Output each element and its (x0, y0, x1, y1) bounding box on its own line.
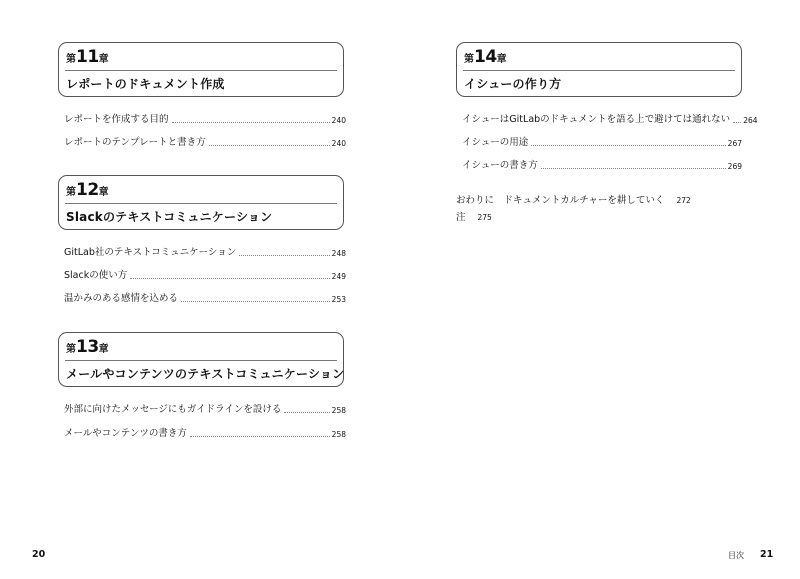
toc-entry-title: イシューの用途 (462, 137, 529, 148)
toc-entry-page: 264 (743, 116, 758, 125)
toc-entry-title: 注 (456, 212, 466, 223)
toc-entry-title: イシューはGitLabのドキュメントを語る上で避けては通れない (462, 114, 731, 125)
toc-entry-page: 272 (676, 196, 691, 205)
toc-entry[interactable] (64, 135, 346, 149)
toc-entry-page: 249 (331, 272, 346, 281)
chapter-divider (463, 70, 735, 71)
toc-entry[interactable] (64, 268, 346, 282)
toc-notes[interactable] (456, 212, 492, 224)
page-number-left: 20 (32, 549, 46, 560)
leader-dots (172, 122, 330, 123)
toc-entry-page: 269 (727, 162, 742, 171)
toc-entry[interactable] (462, 158, 742, 172)
toc-entry-title: GitLab社のテキストコミュニケーション (64, 247, 237, 258)
chapter-number-label: 第 11 章 (66, 47, 109, 67)
toc-entry[interactable] (64, 426, 346, 440)
chapter-title: レポートのドキュメント作成 (66, 77, 225, 91)
toc-entry[interactable] (64, 112, 346, 126)
toc-entry[interactable] (64, 402, 346, 416)
chapter-title: Slackのテキストコミュニケーション (66, 210, 273, 224)
chapter-number-label: 第 14 章 (464, 47, 507, 67)
toc-entry[interactable] (462, 112, 758, 126)
toc-entry-title: イシューの書き方 (462, 160, 538, 171)
chapter-12-header (58, 175, 344, 230)
leader-dots (130, 278, 329, 279)
leader-dots (209, 145, 330, 146)
toc-entry-title: レポートを作成する目的 (64, 114, 169, 125)
toc-entry-page: 253 (331, 295, 346, 304)
toc-entry-page: 258 (331, 406, 346, 415)
leader-dots (190, 436, 330, 437)
chapter-14-header (456, 42, 742, 97)
chapter-title: メールやコンテンツのテキストコミュニケーション (66, 367, 345, 381)
leader-dots (239, 255, 329, 256)
toc-entry-page: 275 (477, 213, 492, 222)
toc-entry-title: レポートのテンプレートと書き方 (64, 137, 206, 148)
leader-dots (531, 145, 725, 146)
toc-entry-title: 温かみのある感情を込める (64, 293, 179, 304)
chapter-divider (65, 360, 337, 361)
toc-afterword[interactable] (456, 195, 691, 207)
toc-entry-page: 258 (331, 430, 346, 439)
toc-entry-title: Slackの使い方 (64, 270, 128, 281)
running-head: 目次 (728, 551, 744, 560)
chapter-divider (65, 203, 337, 204)
toc-entry-title: おわりに ドキュメントカルチャーを耕していく (456, 195, 665, 206)
toc-entry[interactable] (64, 291, 346, 305)
page-number-right: 21 (760, 549, 774, 560)
chapter-number-label: 第 12 章 (66, 180, 109, 200)
leader-dots (181, 301, 330, 302)
toc-entry-page: 267 (727, 139, 742, 148)
chapter-13-header (58, 332, 344, 387)
toc-entry[interactable] (462, 135, 742, 149)
chapter-divider (65, 70, 337, 71)
chapter-11-header (58, 42, 344, 97)
leader-dots (541, 168, 726, 169)
chapter-number-label: 第 13 章 (66, 337, 109, 357)
chapter-title: イシューの作り方 (464, 77, 562, 91)
toc-entry-page: 248 (331, 249, 346, 258)
toc-entry-title: 外部に向けたメッセージにもガイドラインを設ける (64, 404, 282, 415)
toc-entry-page: 240 (331, 116, 346, 125)
toc-entry-title: メールやコンテンツの書き方 (64, 428, 187, 439)
toc-entry[interactable] (64, 245, 346, 259)
toc-entry-page: 240 (331, 139, 346, 148)
leader-dots (284, 412, 329, 413)
leader-dots (733, 122, 741, 123)
